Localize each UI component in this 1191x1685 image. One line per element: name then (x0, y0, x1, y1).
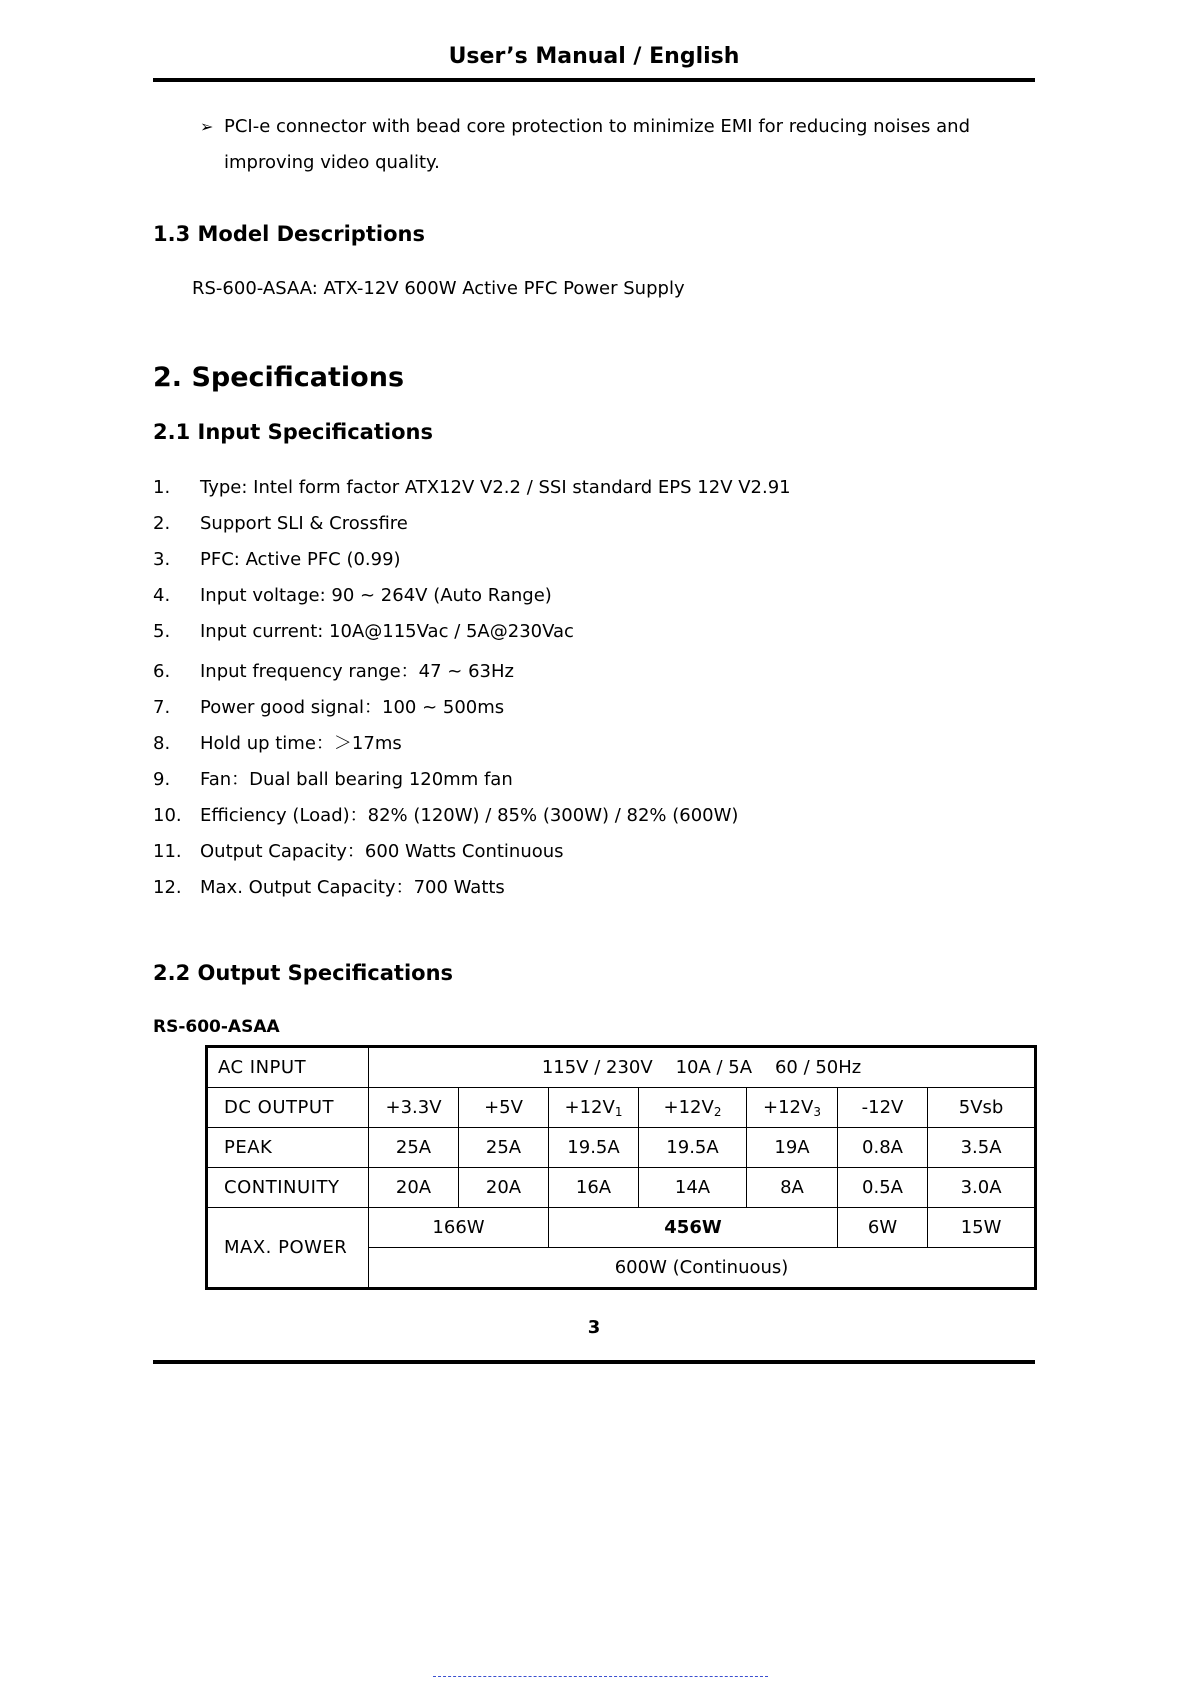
list-item-number: 3. (153, 549, 171, 570)
peak-cell: 19A (747, 1128, 838, 1168)
list-item (153, 477, 791, 498)
list-item (153, 801, 738, 827)
continuity-cell: 20A (369, 1168, 459, 1208)
list-item (153, 549, 401, 570)
output-spec-table (205, 1045, 1037, 1290)
peak-cell: 19.5A (549, 1128, 639, 1168)
table-row (207, 1047, 1036, 1088)
list-item (153, 585, 552, 606)
list-item-number: 7. (153, 697, 171, 718)
table-row (207, 1128, 1036, 1168)
model-descriptions-heading: 1.3 Model Descriptions (153, 222, 425, 246)
table-row (207, 1208, 1036, 1248)
page-number: 3 (587, 1317, 601, 1338)
list-item-number: 2. (153, 513, 171, 534)
list-item-text: Efficiency (Load)：82% (120W) / 85% (300W) / 82% (600W) (200, 805, 739, 826)
list-item-number: 1. (153, 477, 171, 498)
max-power-label: MAX. POWER (207, 1208, 369, 1289)
peak-label: PEAK (207, 1128, 369, 1168)
list-item (153, 513, 408, 534)
list-item-text: Support SLI & Crossfire (200, 513, 408, 534)
list-item-text: Input frequency range：47 ~ 63Hz (200, 661, 514, 682)
continuity-cell: 3.0A (928, 1168, 1036, 1208)
footer-link-line (433, 1676, 768, 1677)
rail-header: $+12V_3$ (747, 1088, 838, 1128)
list-item (153, 621, 574, 642)
continuity-cell: 20A (459, 1168, 549, 1208)
list-item-text: Max. Output Capacity：700 Watts (200, 877, 505, 898)
list-item-number: 9. (153, 769, 171, 790)
rail-header: -12V (838, 1088, 928, 1128)
list-item (153, 765, 513, 791)
footer-rule (153, 1360, 1035, 1364)
output-specs-heading: 2.2 Output Specifications (153, 961, 454, 985)
list-item-number: 5. (153, 621, 171, 642)
list-item-text: Fan：Dual ball bearing 120mm fan (200, 769, 513, 790)
specifications-heading: 2. Specifications (153, 362, 405, 393)
list-item (153, 657, 514, 683)
max-power-total: 600W (Continuous) (369, 1248, 1036, 1289)
max-power-12v: 456W (549, 1208, 838, 1248)
output-model-label: RS-600-ASAA (153, 1017, 280, 1037)
intro-bullet-line2: improving video quality. (224, 152, 440, 173)
peak-cell: 0.8A (838, 1128, 928, 1168)
ac-input-value: 115V / 230V 10A / 5A 60 / 50Hz (369, 1047, 1036, 1088)
header-rule (153, 78, 1035, 82)
continuity-label: CONTINUITY (207, 1168, 369, 1208)
continuity-cell: 0.5A (838, 1168, 928, 1208)
list-item (153, 729, 402, 755)
list-item-text: Power good signal：100 ~ 500ms (200, 697, 505, 718)
list-item-number: 12. (153, 877, 182, 898)
table-row (207, 1088, 1036, 1128)
rail-header: $+12V_2$ (639, 1088, 747, 1128)
bullet-arrow-icon: ➢ (200, 117, 214, 136)
peak-cell: 19.5A (639, 1128, 747, 1168)
rail-header: +3.3V (369, 1088, 459, 1128)
list-item-number: 10. (153, 805, 182, 826)
peak-cell: 25A (369, 1128, 459, 1168)
max-power-neg12: 6W (838, 1208, 928, 1248)
continuity-cell: 8A (747, 1168, 838, 1208)
model-description-text: RS-600-ASAA: ATX-12V 600W Active PFC Power Supply (192, 278, 685, 299)
intro-bullet-line1: PCI-e connector with bead core protection to minimize EMI for reducing noises and (224, 116, 971, 137)
list-item-number: 4. (153, 585, 171, 606)
rail-header: $+12V_1$ (549, 1088, 639, 1128)
max-power-vsb: 15W (928, 1208, 1036, 1248)
list-item (153, 693, 504, 719)
continuity-cell: 16A (549, 1168, 639, 1208)
list-item-text: Input current: 10A@115Vac / 5A@230Vac (200, 621, 574, 642)
list-item-text: Type: Intel form factor ATX12V V2.2 / SSI standard EPS 12V V2.91 (200, 477, 791, 498)
dc-output-label: DC OUTPUT (207, 1088, 369, 1128)
peak-cell: 3.5A (928, 1128, 1036, 1168)
max-power-low-rails: 166W (369, 1208, 549, 1248)
list-item-number: 6. (153, 661, 171, 682)
peak-cell: 25A (459, 1128, 549, 1168)
list-item-text: Hold up time：＞17ms (200, 733, 402, 754)
input-specs-heading: 2.1 Input Specifications (153, 420, 433, 444)
list-item-text: PFC: Active PFC (0.99) (200, 549, 401, 570)
rail-header: 5Vsb (928, 1088, 1036, 1128)
list-item-number: 11. (153, 841, 182, 862)
list-item-text: Output Capacity：600 Watts Continuous (200, 841, 564, 862)
list-item (153, 837, 564, 863)
continuity-cell: 14A (639, 1168, 747, 1208)
ac-input-label: AC INPUT (207, 1047, 369, 1088)
table-row (207, 1168, 1036, 1208)
list-item-number: 8. (153, 733, 171, 754)
page-header-title: User’s Manual / English (448, 44, 740, 69)
list-item (153, 873, 505, 899)
list-item-text: Input voltage: 90 ~ 264V (Auto Range) (200, 585, 552, 606)
rail-header: +5V (459, 1088, 549, 1128)
